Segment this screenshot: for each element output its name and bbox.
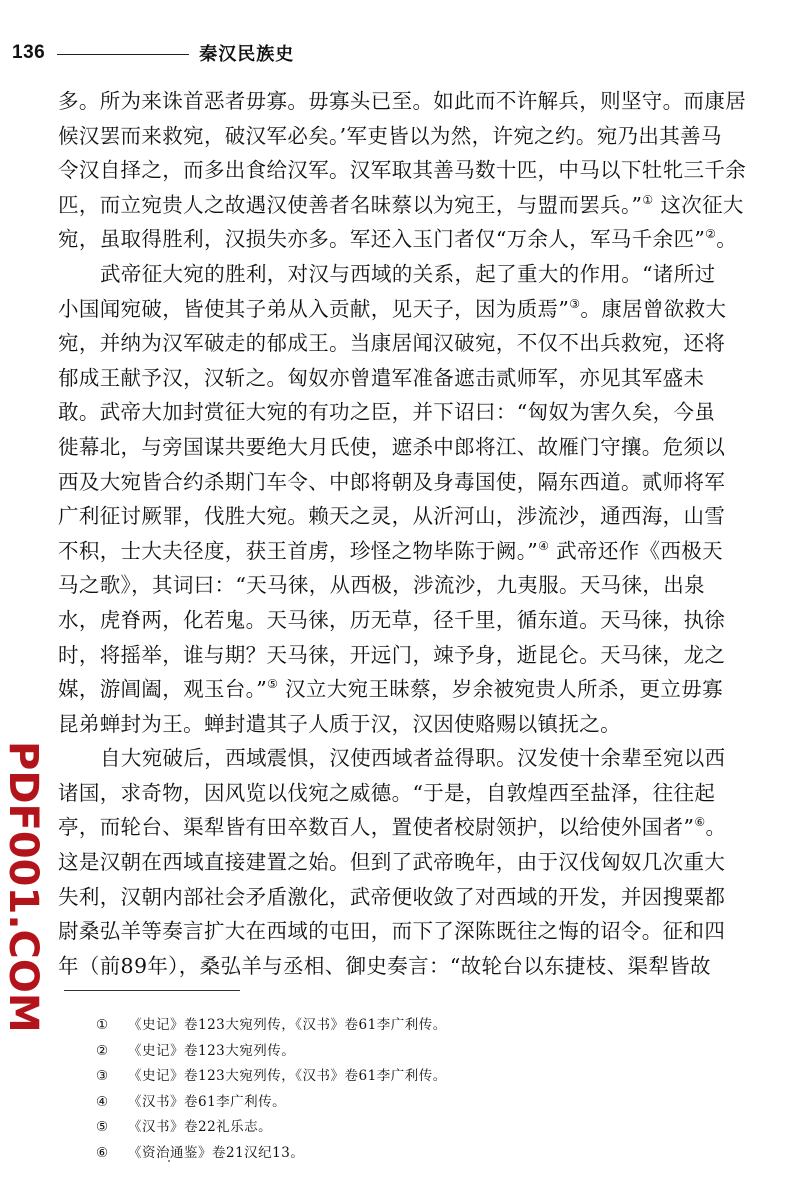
footnote-item: [96, 1141, 447, 1167]
text-line: 年（前89年），桑弘羊与丞相、御史奏言：“故轮台以东捷枝、渠犁皆故: [58, 953, 711, 978]
text-line: 尉桑弘羊等奏言扩大在西域的屯田，而下了深陈既往之悔的诏令。征和四: [58, 919, 726, 944]
footnote-ref: ⑤: [267, 677, 279, 692]
footnote-mark: ④: [96, 1093, 109, 1110]
footnote-item: [96, 1039, 447, 1065]
text-line: 宛，虽取得胜利，汉损失亦多。军还入玉门者仅“万余人，军马千余匹”②。: [58, 227, 738, 252]
text-line: 不积，士大夫径度，获王首虏，珍怪之物毕陈于阙。”④ 武帝还作《西极天: [58, 538, 723, 563]
text-line: 昆弟蝉封为王。蝉封遣其子人质于汉，汉因使赂赐以镇抚之。: [58, 711, 621, 736]
footnote-text: 《汉书》卷22礼乐志。: [128, 1119, 273, 1135]
footnote-text: 《史记》卷123大宛列传，《汉书》卷61李广利传。: [128, 1068, 447, 1084]
text-line: 广利征讨厥罪，伐胜大宛。赖天之灵，从沂河山，涉流沙，通西海，山雪: [58, 504, 726, 529]
paragraph-start: 武帝征大宛的胜利，对汉与西域的关系，起了重大的作用。“诸所过: [100, 261, 716, 286]
text-line: 西及大宛皆合约杀期门车令、中郎将朝及身毒国使，隔东西道。贰师将军: [58, 469, 726, 494]
text-line: 亭，而轮台、渠犁皆有田卒数百人，置使者校尉领护，以给使外国者”⑥。: [58, 815, 727, 840]
footnote-text: 《汉书》卷61李广利传。: [128, 1093, 287, 1110]
page-header: [12, 40, 294, 66]
footnote-rule: [64, 990, 240, 991]
footnote-item: [96, 1090, 447, 1116]
footnote-mark: ②: [96, 1042, 109, 1059]
footnote-text: 《史记》卷123大宛列传，《汉书》卷61李广利传。: [128, 1017, 447, 1033]
footnote-mark: ③: [96, 1068, 109, 1084]
footnote-mark: ⑤: [96, 1119, 109, 1135]
text-line: 敢。武帝大加封赏征大宛的有功之臣，并下诏曰：“匈奴为害久矣，今虽: [58, 400, 716, 425]
scan-speck: [168, 1160, 170, 1162]
watermark-pdf001: [0, 741, 46, 1033]
footnote-mark: ⑥: [96, 1144, 109, 1161]
text-line: 候汉罢而来救宛，破汉军必矣。’军吏皆以为然，许宛之约。宛乃出其善马: [58, 123, 722, 148]
text-line: 宛，并纳为汉军破走的郁成王。当康居闻汉破宛，不仅不出兵救宛，还将: [58, 331, 726, 356]
footnotes: [96, 1013, 447, 1166]
footnote-text: 《资治通鉴》卷21汉纪13。: [128, 1144, 305, 1161]
footnote-item: [96, 1013, 447, 1039]
watermark-text: PDF001.COM: [0, 741, 46, 1033]
footnote-ref: ④: [538, 538, 550, 553]
body-text: [58, 84, 776, 983]
footnote-ref: ①: [642, 192, 654, 207]
footnote-mark: ①: [96, 1017, 109, 1033]
text-line: 水，虎脊两，化若鬼。天马徕，历无草，径千里，循东道。天马徕，执徐: [58, 607, 726, 632]
page-number: 136: [12, 42, 46, 63]
text-line: 小国闻宛破，皆使其子弟从入贡献，见天子，因为质焉”③。康居曾欲救大: [58, 296, 727, 321]
header-rule: [57, 54, 189, 55]
text-line: 马之歌》，其词曰：“天马徕，从西极，涉流沙，九夷服。天马徕，出泉: [58, 573, 705, 598]
footnote-item: [96, 1115, 447, 1141]
text-line: 徙幕北，与旁国谋共要绝大月氏使，遮杀中郎将江、故雁门守攘。危须以: [58, 434, 726, 459]
footnote-ref: ③: [569, 296, 581, 311]
text-line: 诸国，求奇物，因风览以伐宛之威德。“于是，自敦煌西至盐泽，往往起: [58, 780, 716, 805]
footnote-ref: ⑥: [694, 815, 706, 830]
footnote-item: [96, 1064, 447, 1090]
text-line: 郁成王献予汉，汉斩之。匈奴亦曾遣军准备遮击贰师军，亦见其军盛未: [58, 365, 705, 390]
text-line: 匹，而立宛贵人之故遇汉使善者名昧蔡以为宛王，与盟而罢兵。”① 这次征大: [58, 192, 744, 217]
footnote-text: 《史记》卷123大宛列传。: [128, 1042, 296, 1059]
text-line: 令汉自择之，而多出食给汉军。汉军取其善马数十匹，中马以下牡牝三千余: [58, 158, 747, 183]
text-line: 多。所为来诛首恶者毋寡。毋寡头已至。如此而不许解兵，则坚守。而康居: [58, 89, 747, 113]
paragraph-start: 自大宛破后，西域震惧，汉使西域者益得职。汉发使十余辈至宛以西: [100, 746, 726, 771]
text-line: 时，将摇举，谁与期？天马徕，开远门，竦予身，逝昆仑。天马徕，龙之: [58, 642, 726, 667]
running-title: 秦汉民族史: [199, 44, 295, 65]
footnote-ref: ②: [705, 227, 717, 242]
text-line: 这是汉朝在西域直接建置之始。但到了武帝晚年，由于汉伐匈奴几次重大: [58, 850, 726, 875]
text-line: 失利，汉朝内部社会矛盾激化，武帝便收敛了对西域的开发，并因搜粟都: [58, 884, 726, 909]
text-line: 媒，游阊阖，观玉台。”⑤ 汉立大宛王昧蔡，岁余被宛贵人所杀，更立毋寡: [58, 677, 723, 702]
